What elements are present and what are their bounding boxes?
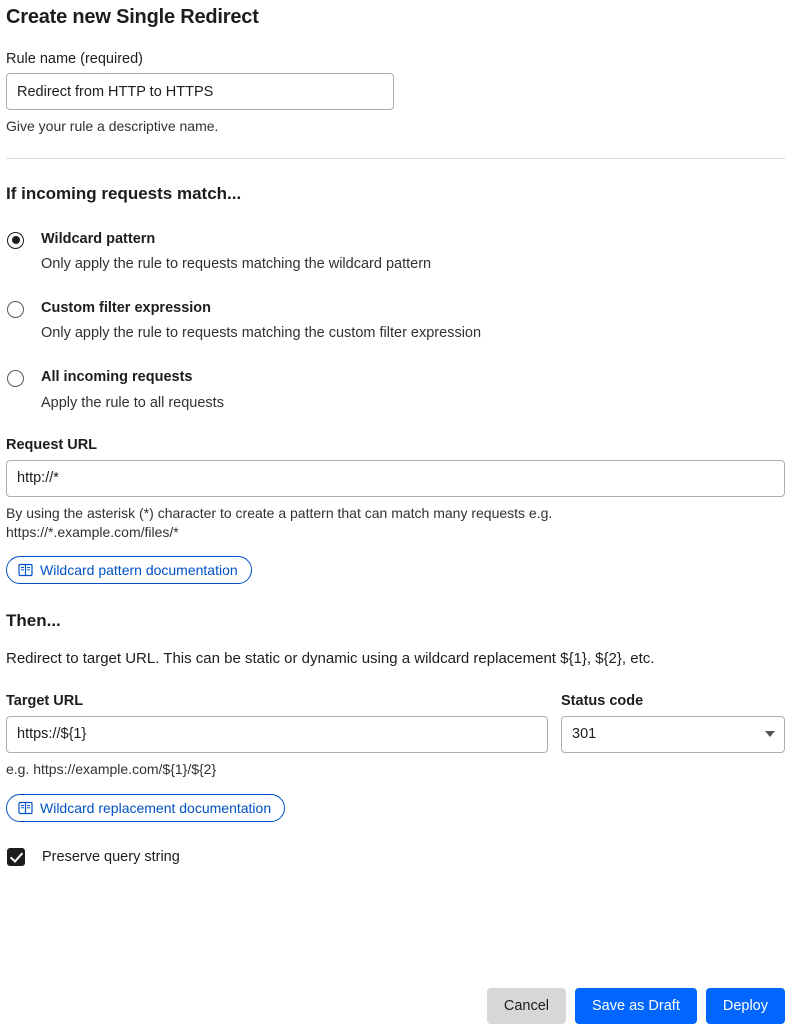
radio-label-all-incoming-requests: All incoming requests — [41, 369, 193, 386]
request-url-hint: By using the asterisk (*) character to create a pattern that can match many requests e.g. https://*.example.com/files/* — [6, 504, 553, 540]
radio-icon-custom-filter-expression[interactable] — [7, 301, 24, 318]
status-code-label: Status code — [561, 692, 644, 709]
radio-desc-custom-filter-expression: Only apply the rule to requests matching the custom filter expression — [41, 325, 482, 342]
wildcard-pattern-documentation-link[interactable] — [6, 556, 252, 584]
preserve-query-string-row[interactable] — [6, 848, 785, 866]
rule-name-input[interactable] — [6, 73, 394, 110]
request-url-label: Request URL — [6, 436, 98, 453]
deploy-button[interactable]: Deploy — [706, 988, 785, 1024]
book-icon — [18, 563, 33, 577]
radio-option-wildcard-pattern[interactable] — [6, 230, 785, 273]
radio-desc-wildcard-pattern: Only apply the rule to requests matching the wildcard pattern — [41, 256, 432, 273]
radio-label-wildcard-pattern: Wildcard pattern — [41, 230, 156, 247]
target-url-input[interactable] — [6, 716, 548, 753]
radio-icon-wildcard-pattern[interactable] — [7, 232, 24, 249]
status-code-value: 301 — [572, 726, 597, 743]
status-code-select[interactable] — [561, 716, 785, 753]
then-section-title: Then... — [6, 611, 61, 631]
radio-option-custom-filter-expression[interactable] — [6, 299, 785, 342]
target-url-label: Target URL — [6, 692, 84, 709]
section-divider — [6, 158, 785, 159]
radio-option-all-incoming-requests[interactable] — [6, 368, 785, 411]
form-actions — [487, 988, 785, 1024]
cancel-button[interactable]: Cancel — [487, 988, 566, 1024]
preserve-query-string-label: Preserve query string — [42, 848, 180, 865]
page-title: Create new Single Redirect — [6, 6, 259, 28]
save-as-draft-button[interactable]: Save as Draft — [575, 988, 697, 1024]
radio-desc-all-incoming-requests: Apply the rule to all requests — [41, 394, 224, 411]
match-type-radio-group — [6, 230, 785, 412]
then-section-description: Redirect to target URL. This can be static or dynamic using a wildcard replacement ${1}, ${2}, etc. — [6, 650, 655, 668]
target-url-hint: e.g. https://example.com/${1}/${2} — [6, 760, 217, 777]
wildcard-pattern-documentation-label: Wildcard pattern documentation — [40, 562, 238, 579]
radio-icon-all-incoming-requests[interactable] — [7, 370, 24, 387]
radio-label-custom-filter-expression: Custom filter expression — [41, 300, 212, 317]
book-icon — [18, 801, 33, 815]
rule-name-label: Rule name (required) — [6, 51, 144, 67]
request-url-input[interactable] — [6, 460, 785, 497]
target-and-status-row — [6, 693, 785, 753]
match-section-title: If incoming requests match... — [6, 183, 242, 203]
rule-name-hint: Give your rule a descriptive name. — [6, 118, 219, 134]
preserve-query-string-checkbox[interactable] — [7, 848, 25, 866]
wildcard-replacement-documentation-label: Wildcard replacement documentation — [40, 799, 272, 816]
wildcard-replacement-documentation-link[interactable] — [6, 794, 285, 822]
